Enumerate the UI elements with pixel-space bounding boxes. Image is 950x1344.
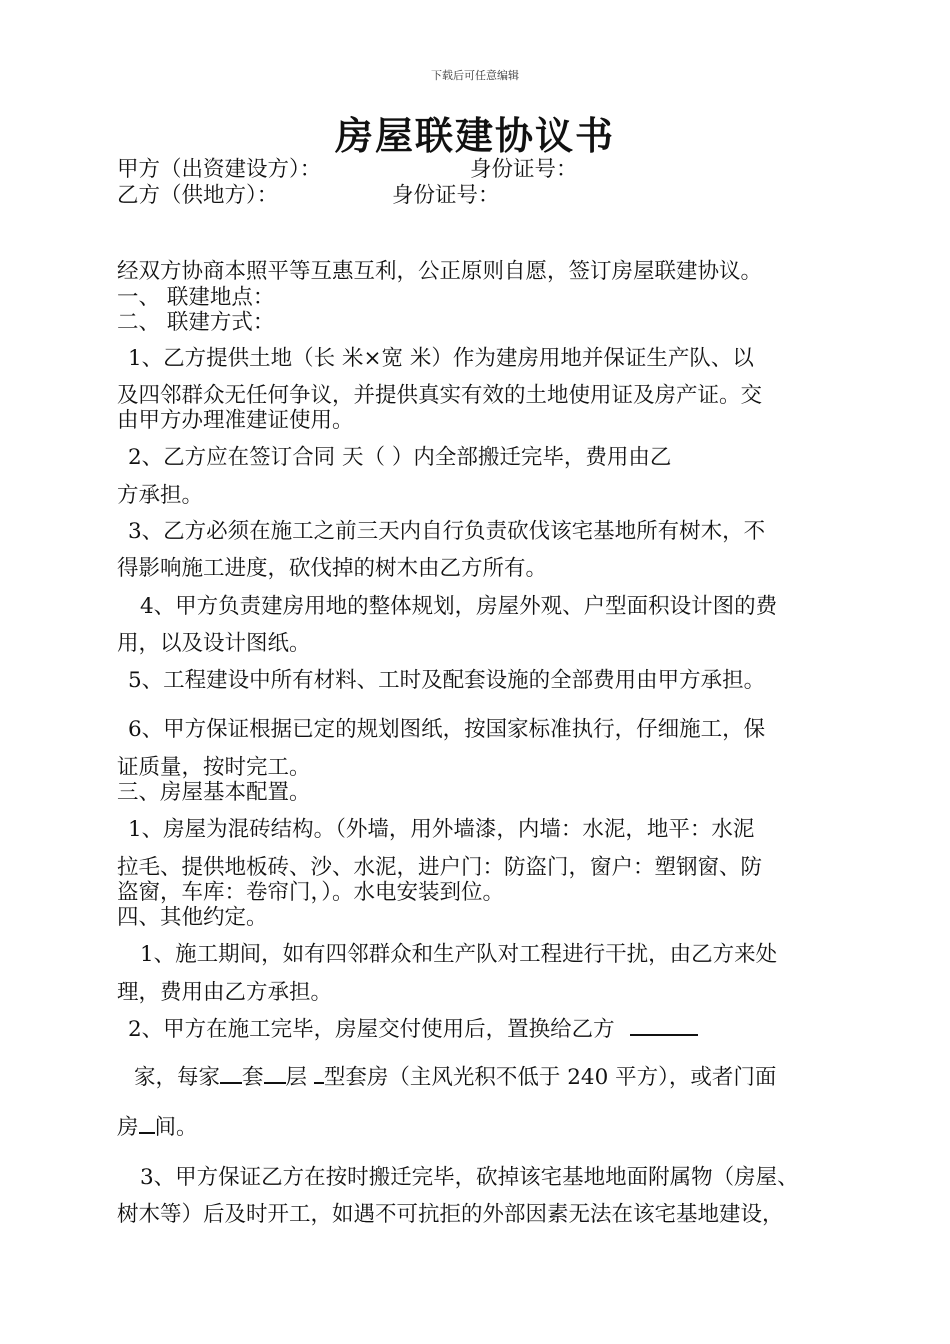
blank-storefront-count xyxy=(139,1112,155,1134)
clause-2-5: 5、工程建设中所有材料、工时及配套设施的全部费用由甲方承担。 xyxy=(128,668,766,693)
blank-sets xyxy=(220,1062,242,1084)
clause-3-1-line-1: 1、房屋为混砖结构。（外墙，用外墙漆，内墙：水泥，地平：水泥 xyxy=(128,817,755,842)
document-title: 房屋联建协议书 xyxy=(334,113,615,158)
clause-4-1-line-2: 理，费用由乙方承担。 xyxy=(117,980,333,1005)
clause-2-3-line-2: 得影响施工进度，砍伐掉的树木由乙方所有。 xyxy=(117,556,548,581)
clause-2-4-line-1: 4、甲方负责建房用地的整体规划，房屋外观、户型面积设计图的费 xyxy=(140,594,778,619)
clause-2-4-line-2: 用，以及设计图纸。 xyxy=(117,631,311,656)
clause-2-1-line-3: 由甲方办理准建证使用。 xyxy=(117,408,354,433)
clause-4-2-line-3 xyxy=(117,1110,198,1141)
clause-4-2-line-2 xyxy=(134,1060,776,1091)
clause-2-1-line-2: 及四邻群众无任何争议，并提供真实有效的土地使用证及房产证。交 xyxy=(117,383,763,408)
intro-paragraph: 经双方协商本照平等互惠互利，公正原则自愿，签订房屋联建协议。 xyxy=(117,259,763,284)
blank-type xyxy=(314,1062,324,1084)
blank-floors xyxy=(264,1062,286,1084)
section-2-heading: 二、 联建方式： xyxy=(117,310,275,335)
clause-4-2-text-b: 套 xyxy=(242,1065,264,1090)
party-b-label: 乙方（供地方）： xyxy=(117,183,279,208)
header-note: 下载后可任意编辑 xyxy=(431,69,519,82)
clause-2-2-line-1: 2、乙方应在签订合同 天（ ）内全部搬迁完毕，费用由乙 xyxy=(128,445,672,470)
clause-2-6-line-1: 6、甲方保证根据已定的规划图纸，按国家标准执行，仔细施工，保 xyxy=(128,717,766,742)
clause-2-2-line-2: 方承担。 xyxy=(117,483,204,508)
clause-4-3-line-2: 树木等）后及时开工，如遇不可抗拒的外部因素无法在该宅基地建设， xyxy=(117,1202,784,1227)
section-4-heading: 四、其他约定。 xyxy=(117,905,268,930)
clause-4-2-text-c: 层 xyxy=(285,1065,308,1090)
section-3-heading: 三、房屋基本配置。 xyxy=(117,780,311,805)
clause-2-3-line-1: 3、乙方必须在施工之前三天内自行负责砍伐该宅基地所有树木，不 xyxy=(128,519,766,544)
clause-4-1-line-1: 1、施工期间，如有四邻群众和生产队对工程进行干扰，由乙方来处 xyxy=(140,942,778,967)
clause-4-2-line-1 xyxy=(128,1012,698,1043)
clause-4-2-text-f: 间。 xyxy=(154,1115,198,1140)
clause-3-1-line-3: 盗窗，车库：卷帘门，）。水电安装到位。 xyxy=(117,880,505,905)
clause-3-1-line-2: 拉毛、提供地板砖、沙、水泥，进户门：防盗门，窗户：塑钢窗、防 xyxy=(117,855,763,880)
party-b-id-label: 身份证号： xyxy=(392,183,500,208)
clause-4-2-text-e: 房 xyxy=(117,1115,139,1140)
clause-4-3-line-1: 3、甲方保证乙方在按时搬迁完毕，砍掉该宅基地地面附属物（房屋、 xyxy=(140,1165,799,1190)
clause-4-2-text: 2、甲方在施工完毕，房屋交付使用后，置换给乙方 xyxy=(128,1017,615,1042)
section-1-heading: 一、 联建地点： xyxy=(117,285,275,310)
clause-4-2-text-d: 型套房（主风光积不低于 240 平方），或者门面 xyxy=(323,1065,777,1090)
party-a-label: 甲方（出资建设方）： xyxy=(117,157,322,182)
blank-household-count xyxy=(630,1014,698,1036)
clause-2-1-line-1: 1、乙方提供土地（长 米×宽 米）作为建房用地并保证生产队、以 xyxy=(128,346,754,371)
clause-4-2-text-a: 家，每家 xyxy=(134,1065,221,1090)
party-a-id-label: 身份证号： xyxy=(470,157,578,182)
clause-2-6-line-2: 证质量，按时完工。 xyxy=(117,755,311,780)
